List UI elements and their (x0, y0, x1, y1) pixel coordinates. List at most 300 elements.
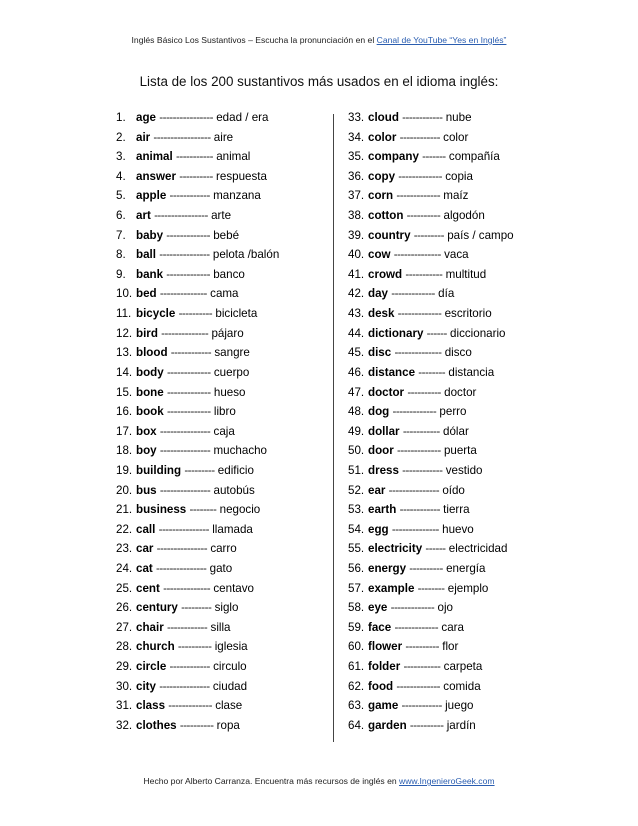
spanish-translation: bicicleta (215, 307, 258, 321)
spanish-translation: clase (215, 699, 243, 713)
item-number: 51. (348, 463, 365, 477)
list-item (348, 422, 548, 442)
dash-leader: ------------ (169, 189, 210, 203)
item-number: 57. (348, 581, 365, 595)
item-number: 19. (116, 463, 133, 477)
spanish-translation: país / campo (447, 228, 514, 242)
dash-leader: ---------- (178, 307, 213, 321)
list-item (116, 304, 326, 324)
dash-leader: ----------- (175, 150, 213, 164)
english-word: bicycle (136, 307, 176, 321)
item-number: 9. (116, 267, 126, 281)
item-number: 40. (348, 248, 365, 262)
english-word: country (368, 228, 411, 242)
list-item (116, 579, 326, 599)
item-number: 4. (116, 169, 126, 183)
spanish-translation: cama (210, 287, 239, 301)
header-text: Inglés Básico Los Sustantivos – Escucha la pronunciación en el (131, 35, 377, 45)
list-item (116, 657, 326, 677)
item-number: 14. (116, 365, 133, 379)
spanish-translation: vaca (444, 248, 469, 262)
dash-leader: ------------- (166, 365, 211, 379)
spanish-translation: arte (211, 209, 232, 223)
list-item (116, 481, 326, 501)
dash-leader: ---------- (409, 718, 444, 732)
english-word: bone (136, 385, 164, 399)
item-number: 12. (116, 326, 133, 340)
website-link[interactable]: www.IngenieroGeek.com (399, 776, 495, 786)
dash-leader: ---------- (179, 718, 214, 732)
spanish-translation: juego (445, 699, 474, 713)
english-word: color (368, 130, 397, 144)
spanish-translation: aire (213, 130, 234, 144)
list-item (348, 383, 548, 403)
dash-leader: --------- (413, 228, 444, 242)
english-word: energy (368, 562, 407, 576)
english-word: business (136, 503, 187, 517)
english-word: ear (368, 483, 386, 497)
english-word: circle (136, 660, 167, 674)
spanish-translation: jardín (446, 718, 476, 732)
spanish-translation: pelota /balón (212, 248, 280, 262)
list-item (116, 108, 326, 128)
spanish-translation: gato (209, 562, 233, 576)
list-item (348, 402, 548, 422)
item-number: 37. (348, 189, 365, 203)
spanish-translation: dólar (443, 424, 469, 438)
list-item (116, 245, 326, 265)
item-number: 52. (348, 483, 365, 497)
list-item (116, 461, 326, 481)
english-word: flower (368, 640, 403, 654)
spanish-translation: tierra (443, 503, 470, 517)
item-number: 63. (348, 699, 365, 713)
dash-leader: --------------- (159, 424, 211, 438)
dash-leader: ------------- (397, 444, 441, 458)
dash-leader: --------------- (159, 444, 211, 458)
spanish-translation: comida (443, 679, 481, 693)
english-word: boy (136, 444, 157, 458)
item-number: 30. (116, 679, 133, 693)
spanish-translation: vestido (445, 463, 483, 477)
english-word: electricity (368, 542, 423, 556)
vocabulary-list-left (116, 108, 326, 736)
item-number: 8. (116, 248, 126, 262)
item-number: 6. (116, 209, 126, 223)
list-item (348, 657, 548, 677)
item-number: 45. (348, 346, 365, 360)
english-word: egg (368, 522, 389, 536)
spanish-translation: huevo (442, 522, 474, 536)
dash-leader: ------------ (402, 111, 443, 124)
item-number: 47. (348, 385, 365, 399)
dash-leader: ------------- (166, 385, 211, 399)
list-item (348, 324, 548, 344)
dash-leader: ------------ (166, 620, 208, 634)
english-word: company (368, 150, 419, 164)
list-item (116, 363, 326, 383)
dash-leader: ------------- (166, 405, 211, 419)
dash-leader: ------------- (398, 169, 442, 183)
dash-leader: ------------- (168, 699, 212, 713)
dash-leader: ---------- (409, 562, 443, 576)
item-number: 10. (116, 287, 133, 301)
list-item (348, 186, 548, 206)
dash-leader: ------------- (391, 287, 435, 301)
item-number: 24. (116, 562, 133, 576)
list-item (348, 226, 548, 246)
item-number: 58. (348, 601, 365, 615)
english-word: desk (368, 307, 395, 321)
english-word: day (368, 287, 388, 301)
spanish-translation: energía (446, 562, 486, 576)
list-item (348, 265, 548, 285)
dash-leader: ------------ (402, 463, 443, 477)
english-word: building (136, 463, 182, 477)
item-number: 3. (116, 150, 126, 164)
spanish-translation: maíz (443, 189, 469, 203)
list-item (116, 206, 326, 226)
spanish-translation: ciudad (212, 679, 248, 693)
item-number: 7. (116, 228, 126, 242)
list-item (348, 559, 548, 579)
english-word: bank (136, 267, 164, 281)
dash-leader: -------------- (159, 287, 207, 301)
english-word: century (136, 601, 178, 615)
spanish-translation: manzana (213, 189, 261, 203)
list-item (116, 383, 326, 403)
spanish-translation: caja (213, 424, 235, 438)
list-item (348, 500, 548, 520)
english-word: copy (368, 169, 396, 183)
item-number: 21. (116, 503, 133, 517)
dash-leader: -------------- (161, 326, 209, 340)
english-word: food (368, 679, 394, 693)
english-word: church (136, 640, 175, 654)
english-word: face (368, 620, 392, 634)
item-number: 56. (348, 562, 365, 576)
item-number: 27. (116, 620, 133, 634)
list-item (348, 108, 548, 128)
item-number: 2. (116, 130, 126, 144)
list-item (348, 128, 548, 148)
item-number: 1. (116, 111, 126, 124)
dash-leader: ------------- (166, 267, 210, 281)
spanish-translation: perro (439, 405, 467, 419)
item-number: 39. (348, 228, 365, 242)
english-word: eye (368, 601, 388, 615)
dash-leader: ----------------- (153, 130, 211, 144)
dash-leader: --------------- (156, 562, 207, 576)
dash-leader: ------------ (170, 346, 212, 360)
spanish-translation: escritorio (444, 307, 492, 321)
list-item (116, 696, 326, 716)
dash-leader: ----------- (403, 660, 441, 674)
list-item (348, 539, 548, 559)
dash-leader: ---------------- (154, 209, 208, 223)
spanish-translation: animal (216, 150, 251, 164)
item-number: 60. (348, 640, 365, 654)
dash-leader: ------ (426, 326, 447, 340)
english-word: garden (368, 718, 407, 732)
spanish-translation: bebé (213, 228, 240, 242)
item-number: 53. (348, 503, 365, 517)
list-item (348, 343, 548, 363)
item-number: 23. (116, 542, 133, 556)
spanish-translation: diccionario (450, 326, 506, 340)
english-word: box (136, 424, 157, 438)
spanish-translation: ropa (216, 718, 240, 732)
spanish-translation: copia (445, 169, 473, 183)
english-word: blood (136, 346, 168, 360)
dash-leader: ------------ (399, 503, 440, 517)
item-number: 38. (348, 209, 365, 223)
list-item (116, 677, 326, 697)
english-word: chair (136, 620, 164, 634)
list-item (348, 441, 548, 461)
list-item (116, 402, 326, 422)
english-word: baby (136, 228, 164, 242)
item-number: 55. (348, 542, 365, 556)
english-word: class (136, 699, 166, 713)
list-item (116, 324, 326, 344)
spanish-translation: nube (445, 111, 472, 124)
spanish-translation: edad / era (216, 111, 269, 124)
dash-leader: --------- (181, 601, 212, 615)
english-word: doctor (368, 385, 405, 399)
list-item (116, 520, 326, 540)
dash-leader: ------------ (169, 660, 210, 674)
item-number: 5. (116, 189, 126, 203)
column-divider (333, 114, 334, 742)
list-item (348, 637, 548, 657)
dash-leader: ------------- (166, 228, 210, 242)
list-item (116, 167, 326, 187)
spanish-translation: iglesia (214, 640, 248, 654)
item-number: 59. (348, 620, 365, 634)
spanish-translation: día (438, 287, 455, 301)
item-number: 17. (116, 424, 133, 438)
list-item (348, 167, 548, 187)
list-item (348, 481, 548, 501)
list-item (348, 304, 548, 324)
english-word: earth (368, 503, 397, 517)
item-number: 32. (116, 718, 133, 732)
dash-leader: -------------- (163, 581, 211, 595)
spanish-translation: negocio (219, 503, 261, 517)
spanish-translation: ojo (437, 601, 453, 615)
english-word: example (368, 581, 415, 595)
english-word: art (136, 209, 151, 223)
dash-leader: ---------- (177, 640, 212, 654)
english-word: dollar (368, 424, 400, 438)
spanish-translation: circulo (213, 660, 247, 674)
english-word: cow (368, 248, 391, 262)
spanish-translation: centavo (213, 581, 254, 595)
dash-leader: ------------- (390, 601, 435, 615)
dash-leader: -------------- (391, 522, 439, 536)
english-word: door (368, 444, 394, 458)
item-number: 13. (116, 346, 133, 360)
dash-leader: --------------- (159, 248, 210, 262)
list-item (116, 716, 326, 736)
english-word: call (136, 522, 156, 536)
english-word: dictionary (368, 326, 424, 340)
page-header (0, 35, 638, 45)
list-item (348, 284, 548, 304)
list-item (348, 245, 548, 265)
vocabulary-list-right (348, 108, 548, 736)
english-word: cotton (368, 209, 404, 223)
english-word: book (136, 405, 164, 419)
spanish-translation: banco (213, 267, 245, 281)
item-number: 11. (116, 307, 132, 321)
dash-leader: --------------- (159, 483, 211, 497)
english-word: crowd (368, 267, 403, 281)
english-word: dress (368, 463, 399, 477)
list-item (348, 206, 548, 226)
dash-leader: -------------- (393, 248, 441, 262)
dash-leader: ------ (425, 542, 446, 556)
english-word: distance (368, 365, 416, 379)
item-number: 34. (348, 130, 365, 144)
list-item (116, 539, 326, 559)
page-footer (0, 776, 638, 786)
english-word: age (136, 111, 156, 124)
list-item (348, 461, 548, 481)
dash-leader: --------------- (158, 522, 209, 536)
english-word: apple (136, 189, 167, 203)
dash-leader: -------- (417, 581, 445, 595)
page-title: Lista de los 200 sustantivos más usados en el idioma inglés: (139, 74, 499, 89)
dash-leader: ---------------- (159, 111, 213, 124)
dash-leader: --------- (184, 463, 215, 477)
list-item (116, 128, 326, 148)
list-item (348, 579, 548, 599)
footer-text: Hecho por Alberto Carranza. Encuentra más recursos de inglés en (143, 776, 400, 786)
list-item (348, 677, 548, 697)
english-word: body (136, 365, 164, 379)
english-word: animal (136, 150, 173, 164)
list-item (116, 500, 326, 520)
list-item (116, 343, 326, 363)
item-number: 44. (348, 326, 365, 340)
dash-leader: ---------- (406, 209, 441, 223)
dash-leader: -------- (189, 503, 217, 517)
english-word: corn (368, 189, 394, 203)
spanish-translation: pájaro (211, 326, 244, 340)
item-number: 46. (348, 365, 365, 379)
english-word: folder (368, 660, 401, 674)
english-word: bed (136, 287, 157, 301)
spanish-translation: libro (213, 405, 236, 419)
item-number: 50. (348, 444, 365, 458)
english-word: disc (368, 346, 392, 360)
item-number: 41. (348, 267, 365, 281)
english-word: bird (136, 326, 158, 340)
english-word: air (136, 130, 151, 144)
dash-leader: --------------- (388, 483, 440, 497)
spanish-translation: compañía (448, 150, 500, 164)
english-word: city (136, 679, 156, 693)
spanish-translation: algodón (443, 209, 485, 223)
list-item (116, 226, 326, 246)
item-number: 26. (116, 601, 133, 615)
spanish-translation: color (443, 130, 469, 144)
list-item (116, 559, 326, 579)
spanish-translation: llamada (212, 522, 253, 536)
spanish-translation: flor (442, 640, 459, 654)
dash-leader: ----------- (405, 267, 443, 281)
dash-leader: ------------ (401, 699, 442, 713)
list-item (116, 422, 326, 442)
english-word: clothes (136, 718, 177, 732)
item-number: 29. (116, 660, 133, 674)
list-item (348, 520, 548, 540)
item-number: 54. (348, 522, 365, 536)
english-word: cat (136, 562, 153, 576)
item-number: 25. (116, 581, 133, 595)
list-item (116, 265, 326, 285)
dash-leader: --------------- (156, 542, 208, 556)
dash-leader: ------------- (392, 405, 437, 419)
dash-leader: ---------- (407, 385, 441, 399)
dash-leader: ------------- (397, 307, 442, 321)
list-item (116, 598, 326, 618)
spanish-translation: puerta (443, 444, 477, 458)
list-item (116, 147, 326, 167)
item-number: 28. (116, 640, 133, 654)
dash-leader: ------------ (399, 130, 440, 144)
english-word: car (136, 542, 154, 556)
english-word: cloud (368, 111, 399, 124)
item-number: 61. (348, 660, 365, 674)
list-item (348, 618, 548, 638)
item-number: 35. (348, 150, 365, 164)
item-number: 16. (116, 405, 133, 419)
list-item (348, 598, 548, 618)
list-item (348, 363, 548, 383)
item-number: 64. (348, 718, 365, 732)
dash-leader: ----------- (402, 424, 440, 438)
spanish-translation: respuesta (216, 169, 267, 183)
spanish-translation: siglo (214, 601, 239, 615)
item-number: 22. (116, 522, 133, 536)
list-item (348, 716, 548, 736)
list-item (348, 696, 548, 716)
spanish-translation: electricidad (448, 542, 508, 556)
spanish-translation: sangre (214, 346, 250, 360)
spanish-translation: autobús (213, 483, 255, 497)
spanish-translation: carro (210, 542, 237, 556)
english-word: answer (136, 169, 176, 183)
youtube-channel-link[interactable]: Canal de YouTube “Yes en Inglés” (376, 35, 507, 45)
spanish-translation: cara (441, 620, 464, 634)
dash-leader: ------------- (396, 189, 441, 203)
dash-leader: ---------- (405, 640, 439, 654)
item-number: 49. (348, 424, 365, 438)
dash-leader: -------- (418, 365, 446, 379)
dash-leader: -------------- (394, 346, 442, 360)
spanish-translation: carpeta (443, 660, 483, 674)
item-number: 33. (348, 111, 365, 124)
english-word: bus (136, 483, 157, 497)
dash-leader: ------------- (394, 620, 439, 634)
item-number: 62. (348, 679, 365, 693)
item-number: 48. (348, 405, 365, 419)
item-number: 43. (348, 307, 365, 321)
dash-leader: ------------- (396, 679, 441, 693)
